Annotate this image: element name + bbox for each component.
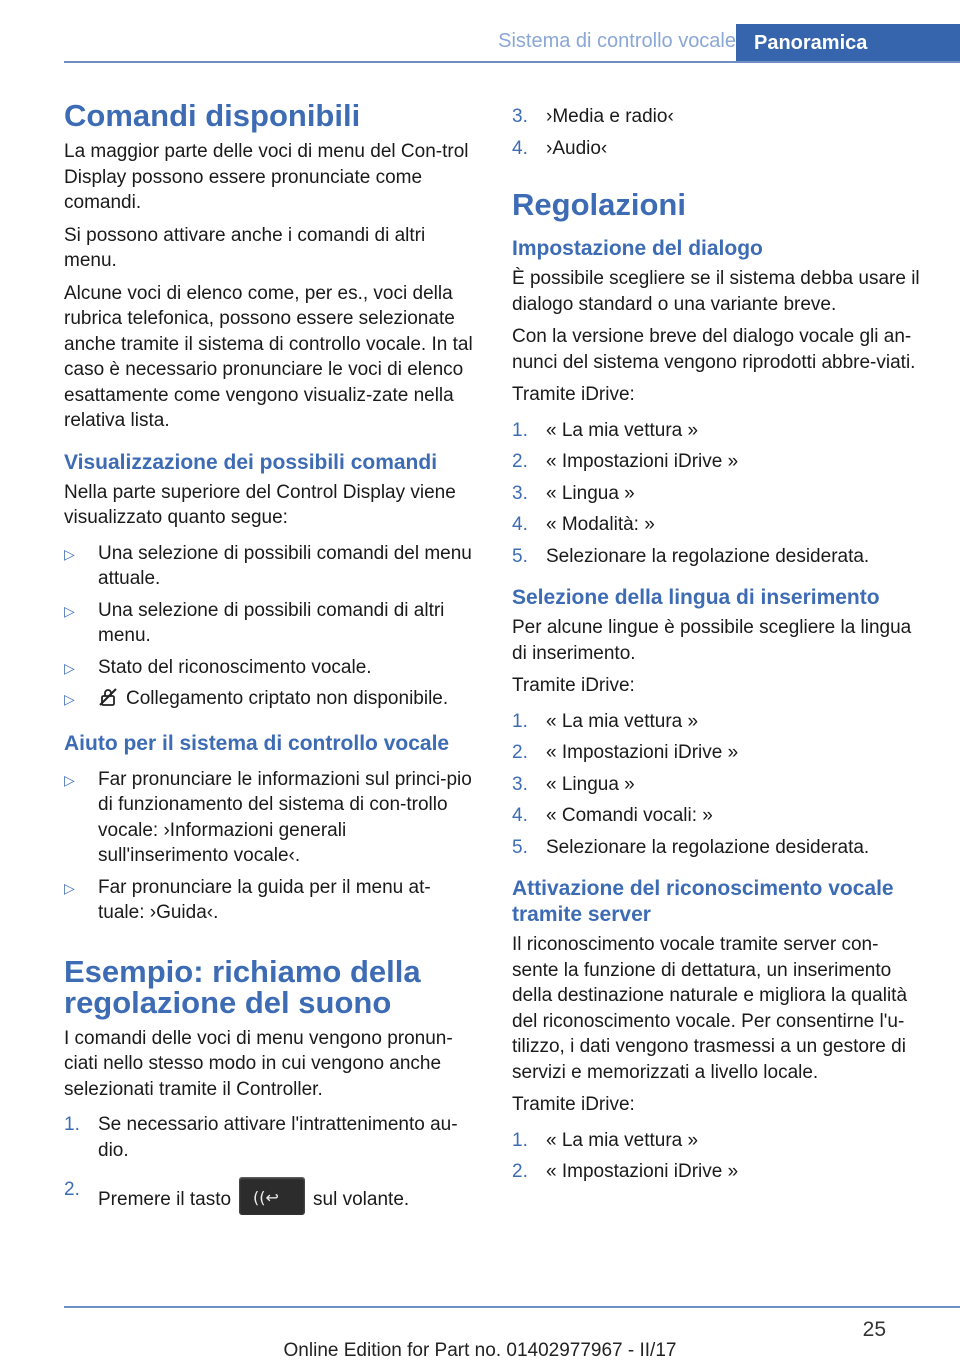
header-rule: [64, 61, 960, 63]
voice-command-button-icon: ((↩: [239, 1177, 305, 1215]
header-tab: Panoramica: [736, 24, 960, 62]
heading-comandi-disponibili: Comandi disponibili: [64, 98, 361, 133]
triangle-right-icon: ▷: [64, 545, 75, 562]
paragraph: Tramite iDrive:: [512, 1094, 635, 1115]
triangle-right-icon: ▷: [64, 771, 75, 788]
paragraph: I comandi delle voci di menu vengono pronun-ciati nello stesso modo in cui vengono anche selezionati tramite il Controller.: [64, 1027, 453, 1100]
list-item: 5. Selezionare la regolazione desiderata.: [512, 836, 870, 858]
numbered-list: [512, 104, 924, 161]
paragraph: Tramite iDrive:: [512, 384, 635, 405]
numbered-list: [512, 418, 924, 570]
paragraph: Si possono attivare anche i comandi di altri menu.: [64, 224, 426, 271]
list-item: ▷ Una selezione di possibili comandi del menu attuale.: [64, 542, 472, 589]
list-item: 3. ›Media e radio‹: [512, 106, 674, 127]
paragraph: Alcune voci di elenco come, per es., voci della rubrica telefonica, possono essere selezionate anche tramite il sistema di controllo vocale. In tal caso è necessario pronunciare le voci di elenco esattamente come vengono visualiz-zate nella relativa lista.: [64, 282, 473, 431]
list-item: 1. Se necessario attivare l'intrattenimento au-dio.: [64, 1114, 458, 1161]
heading-visualizzazione: Visualizzazione dei possibili comandi: [64, 450, 438, 474]
heading-impostazione-dialogo: Impostazione del dialogo: [512, 237, 763, 260]
list-item: 2. « Impostazioni iDrive »: [512, 1161, 739, 1182]
list-item: ▷ Collegamento criptato non disponibile.: [64, 686, 476, 715]
list-item: 5. Selezionare la regolazione desiderata.: [512, 545, 870, 567]
numbered-list: [64, 1112, 476, 1215]
list-item: ▷ Far pronunciare le informazioni sul princi-pio di funzionamento del sistema di con-trollo vocale: ›Informazioni generali sull'inserimento vocale‹.: [64, 768, 472, 866]
list-item: ▷ Una selezione di possibili comandi di altri menu.: [64, 599, 445, 646]
triangle-right-icon: ▷: [64, 659, 75, 676]
right-column: [512, 100, 924, 1197]
triangle-right-icon: ▷: [64, 879, 75, 896]
footer-edition: Online Edition for Part no. 01402977967 - II/17: [283, 1340, 677, 1361]
heading-attivazione-server: Attivazione del riconoscimento vocale tramite server: [512, 877, 894, 926]
list-item: 1. « La mia vettura »: [512, 710, 699, 732]
footer-rule: [64, 1306, 960, 1308]
heading-selezione-lingua: Selezione della lingua di inserimento: [512, 586, 880, 609]
triangle-right-icon: ▷: [64, 691, 75, 707]
left-column: [64, 100, 476, 1227]
list-item: ▷ Far pronunciare la guida per il menu at-tuale: ›Guida‹.: [64, 876, 431, 923]
bullet-list: [64, 767, 476, 926]
heading-aiuto: Aiuto per il sistema di controllo vocale: [64, 731, 450, 755]
list-item: 3. « Lingua »: [512, 773, 635, 795]
page-number: 25: [862, 1318, 886, 1341]
list-item: 1. « La mia vettura »: [512, 419, 699, 441]
paragraph: Per alcune lingue è possibile scegliere la lingua di inserimento.: [512, 617, 912, 664]
crossed-lock-icon: [98, 687, 118, 715]
list-item: 2. « Impostazioni iDrive »: [512, 451, 739, 472]
list-item: 4. « Modalità: »: [512, 514, 655, 535]
list-item: 2. « Impostazioni iDrive »: [512, 742, 739, 763]
paragraph: Il riconoscimento vocale tramite server con-sente la funzione di dettatura, un inserimento della destinazione naturale e migliora la qualità del riconoscimento vocale. Per consentirne l'u-tilizzo, i dati vengono trasmessi a un gestore di servizi e memorizzati a livello locale.: [512, 934, 908, 1083]
heading-regolazioni: Regolazioni: [512, 187, 686, 222]
numbered-list: [512, 1128, 924, 1185]
list-item: 2. Premere il tasto ((↩ sul volante.: [64, 1177, 476, 1215]
paragraph: Con la versione breve del dialogo vocale gli an-nunci del sistema vengono riprodotti abbre-viati.: [512, 326, 916, 373]
heading-esempio: Esempio: richiamo della regolazione del suono: [64, 953, 421, 1020]
list-item: 3. « Lingua »: [512, 482, 635, 504]
list-item: 4. « Comandi vocali: »: [512, 805, 713, 826]
bullet-list: [64, 541, 476, 715]
list-item: 1. « La mia vettura »: [512, 1129, 699, 1151]
numbered-list: [512, 709, 924, 861]
list-item: ▷ Stato del riconoscimento vocale.: [64, 655, 476, 681]
paragraph: Nella parte superiore del Control Display viene visualizzato quanto segue:: [64, 481, 456, 528]
triangle-right-icon: ▷: [64, 602, 75, 619]
paragraph: La maggior parte delle voci di menu del Con-trol Display possono essere pronunciate come comandi.: [64, 141, 469, 213]
header-section-title: Sistema di controllo vocale: [498, 30, 736, 52]
list-item: 4. ›Audio‹: [512, 137, 608, 159]
paragraph: È possibile scegliere se il sistema debba usare il dialogo standard o una variante breve.: [512, 268, 920, 315]
paragraph: Tramite iDrive:: [512, 675, 635, 696]
